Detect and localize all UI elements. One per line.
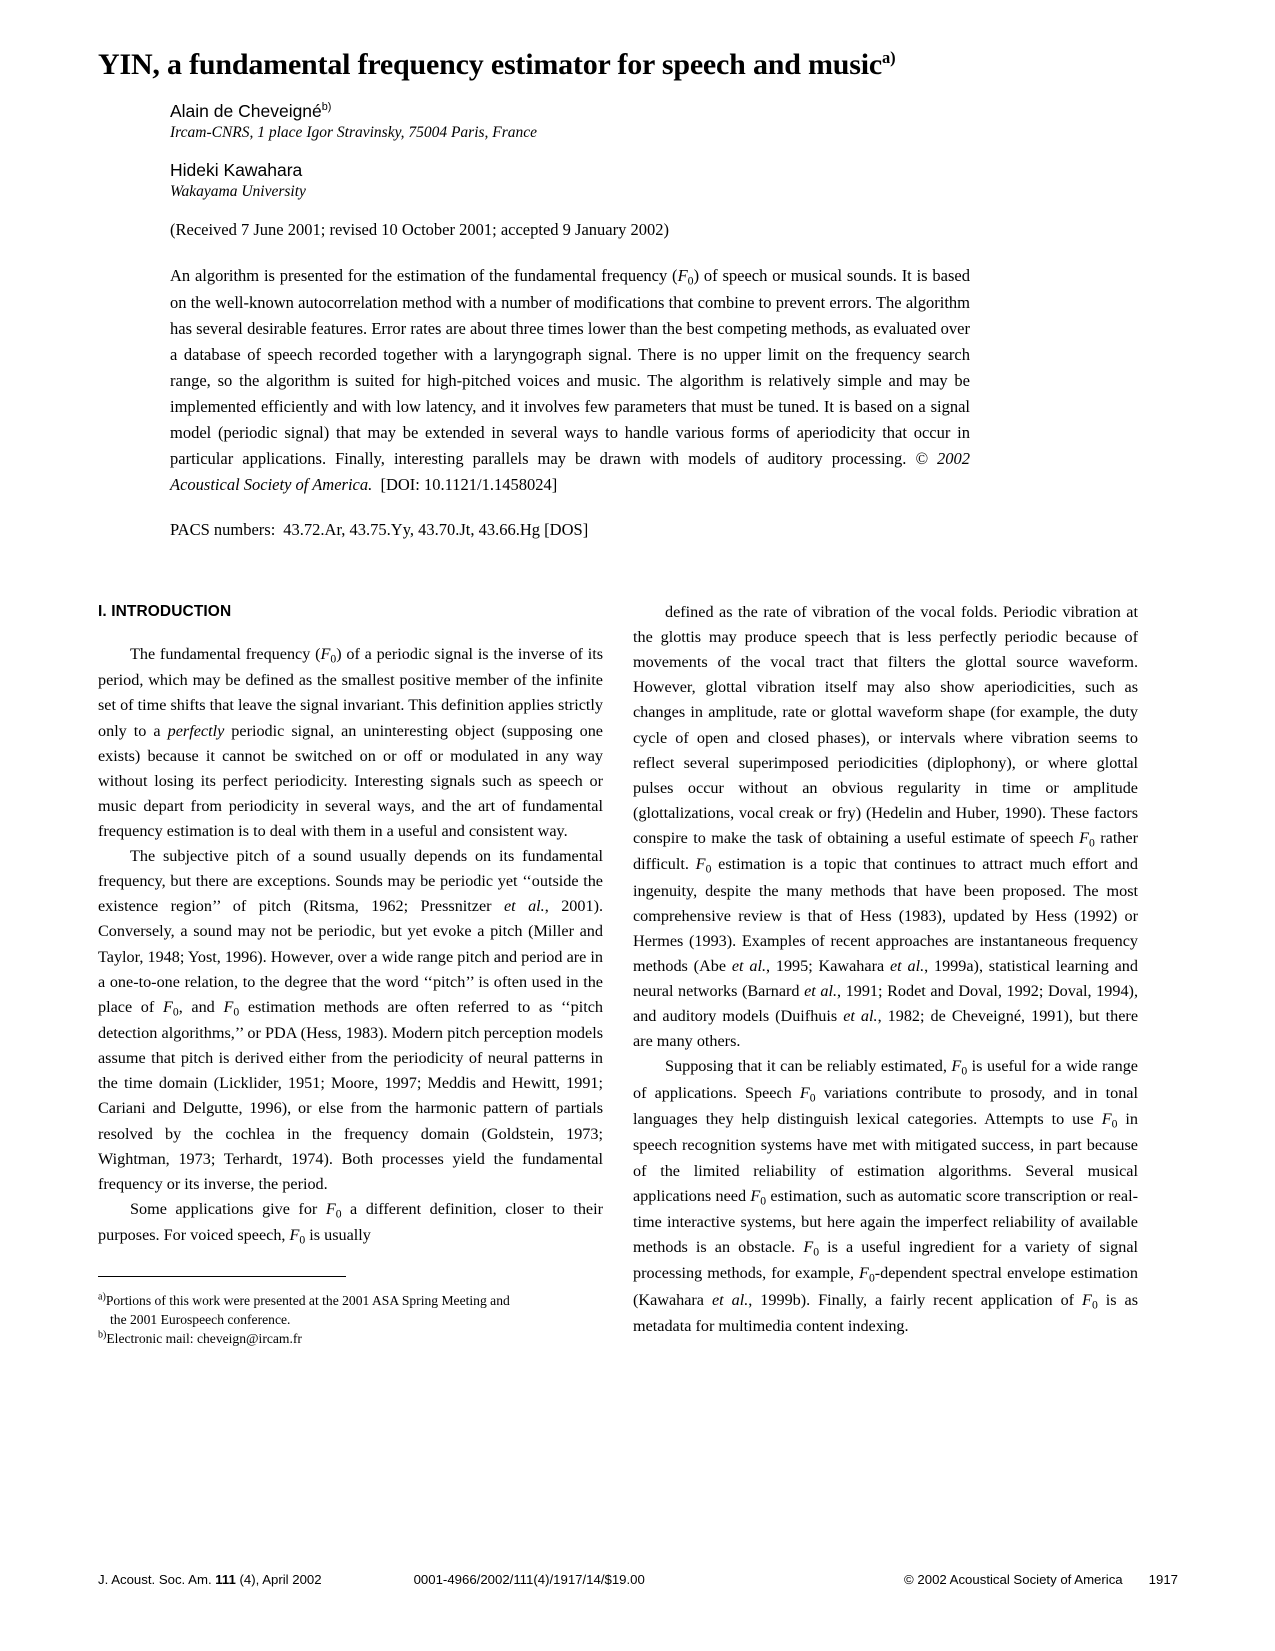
footnote-rule <box>98 1276 346 1277</box>
para-r1-b: rather difficult. <box>633 828 1138 874</box>
f0-symbol: $F_0$ <box>1101 1110 1118 1131</box>
author-name-2-text: Hideki Kawahara <box>170 159 303 180</box>
author-entry-2 <box>170 160 1275 203</box>
author-name-1-text: Alain de Cheveigné <box>170 100 322 121</box>
footer-journal-citation <box>98 1572 322 1587</box>
abstract-part-2: ) of speech or musical sounds. It is based on the well-known autocorrelation method with a number of modifications that combine to prevent errors. The algorithm has several desirable features. Error rates are about three times lower than the best competing methods, as evaluated over a database of speech recorded together with a laryngograph signal. There is no upper limit on the frequency search range, so the algorithm is suited for high-pitched voices and music. The algorithm is relatively simple and may be implemented efficiently and with low latency, and it involves few parameters that must be tuned. It is based on a signal model (periodic signal) that may be extended in several ways to handle various forms of aperiodicity that occur in particular applications. Finally, interesting parallels may be drawn with models of auditory processing. <box>170 265 970 469</box>
footer-volume: 111 <box>215 1572 236 1587</box>
footer-journal-prefix: J. Acoust. Soc. Am. <box>98 1572 216 1587</box>
para-l3-a: Some applications give for <box>130 1199 326 1218</box>
footnote-a-marker: a) <box>98 1290 106 1302</box>
footnote-a-text: Portions of this work were presented at the 2001 ASA Spring Meeting and <box>105 1292 510 1308</box>
section-heading-introduction: I. INTRODUCTION <box>98 603 232 620</box>
column-left <box>98 600 603 1348</box>
paragraph-right-2 <box>633 1054 1138 1339</box>
f0-symbol: $F_0$ <box>320 645 337 666</box>
footnote-b <box>98 1329 603 1348</box>
footnote-a-continuation: the 2001 Eurospeech conference. <box>110 1311 291 1327</box>
para-l1-a: The fundamental frequency ( <box>130 645 321 664</box>
abstract <box>170 263 970 499</box>
paragraph-left-3 <box>98 1197 603 1250</box>
para-r2-b: is useful for a wide range of applications. Speech <box>633 1057 1138 1102</box>
footer-copyright-text: © 2002 Acoustical Society of America <box>904 1572 1123 1587</box>
page-title-text: YIN, a fundamental frequency estimator for speech and music <box>98 48 883 81</box>
author-affiliation-1: Ircam-CNRS, 1 place Igor Stravinsky, 75004 Paris, France <box>170 124 538 142</box>
abstract-part-1: An algorithm is presented for the estimation of the fundamental frequency ( <box>170 265 678 285</box>
para-r2-italic-1: et al. <box>711 1290 749 1309</box>
para-l3-c: is usually <box>305 1226 371 1245</box>
para-r2-e: estimation, such as automatic score transcription or real-time interactive systems, but here again the imperfect reliability of available methods is an obstacle. <box>633 1186 1138 1257</box>
paragraph-right-1 <box>633 600 1138 1054</box>
f0-symbol: $F_0$ <box>162 997 179 1019</box>
para-r2-f: is a useful ingredient for a variety of signal processing methods, for example, <box>633 1238 1139 1283</box>
para-r2-i: is as metadata for multimedia content indexing. <box>633 1290 1138 1336</box>
footer-page-number: 1917 <box>1148 1572 1178 1587</box>
para-l2-b: , 2001). Conversely, a sound may not be periodic, but yet evoke a pitch (Miller and Taylor, 1948; Yost, 1996). However, over a wide range pitch and period are in a one-to-one relation, to the degree that the word ‘‘pitch’’ is often used in the place of <box>98 897 603 1016</box>
received-line: (Received 7 June 2001; revised 10 October 2001; accepted 9 January 2002) <box>170 219 669 239</box>
body-columns <box>98 600 1178 1348</box>
author-1-footnote-marker: b) <box>321 100 332 113</box>
page-footer <box>98 1572 1178 1587</box>
pacs-line <box>170 520 1275 540</box>
para-l1-italic: perfectly <box>167 721 225 740</box>
para-l2-italic-1: et al. <box>503 897 545 916</box>
f0-symbol: $F_0$ <box>325 1199 342 1221</box>
para-r1-e: , 1999a), statistical learning and neural networks (Barnard <box>633 956 1138 1001</box>
para-l2-a: The subjective pitch of a sound usually depends on its fundamental frequency, but there are exceptions. Sounds may be periodic yet ‘‘outside the existence region’’ of pitch (Ritsma, 1962; Pressnitzer <box>98 847 603 916</box>
abstract-copyright: © 2002 Acoustical Society of America. <box>170 449 970 495</box>
footer-copyright <box>904 1572 1178 1587</box>
abstract-f0-symbol: $F_0$ <box>677 265 694 288</box>
para-l1-b: ) of a periodic signal is the inverse of its period, which may be defined as the smallest positive member of the infinite set of time shifts that leave the signal invariant. This definition applies strictly only to a <box>98 645 603 740</box>
f0-symbol: $F_0$ <box>951 1057 968 1078</box>
para-r2-c: variations contribute to prosody, and in tonal languages they help distinguish lexical categories. Attempts to use <box>633 1083 1138 1129</box>
author-name-2 <box>170 160 1275 182</box>
f0-symbol: $F_0$ <box>223 997 240 1019</box>
abstract-doi: [DOI: 10.1121/1.1458024] <box>380 475 558 495</box>
author-entry-1 <box>170 101 1275 144</box>
footnotes-block <box>98 1276 603 1349</box>
title-footnote-marker: a) <box>882 48 896 67</box>
footnote-a <box>98 1291 603 1330</box>
para-r1-italic-4: et al. <box>843 1007 878 1026</box>
para-r2-a: Supposing that it can be reliably estimated, <box>665 1057 952 1076</box>
para-r2-g: -dependent spectral envelope estimation (Kawahara <box>633 1264 1138 1309</box>
para-r1-a: defined as the rate of vibration of the vocal folds. Periodic vibration at the glottis may produce speech that is less perfectly periodic because of movements of the vocal tract that filters the glottal source waveform. However, glottal vibration itself may also show aperiodicities, such as changes in amplitude, rate or glottal waveform shape (for example, the duty cycle of open and closed phases), or intervals where vibration seems to reflect several superimposed periodicities (diplophony), or where glottal pulses occur without an obvious regularity in time or amplitude (glottalizations, vocal creak or fry) (Hedelin and Huber, 1990). These factors conspire to make the task of obtaining a useful estimate of speech <box>633 603 1138 847</box>
f0-symbol: $F_0$ <box>289 1226 306 1247</box>
page-title <box>98 48 1187 83</box>
para-l2-c: , and <box>178 997 224 1016</box>
column-right <box>633 600 1138 1348</box>
para-r1-g: , 1982; de Cheveigné, 1991), but there are many others. <box>633 1007 1138 1051</box>
paragraph-left-1 <box>98 642 603 844</box>
footer-journal-suffix: (4), April 2002 <box>235 1572 322 1587</box>
para-r1-d: , 1995; Kawahara <box>766 956 890 975</box>
para-r1-italic-3: et al. <box>804 982 838 1001</box>
pacs-value: 43.72.Ar, 43.75.Yy, 43.70.Jt, 43.66.Hg [DOS] <box>283 520 589 540</box>
para-r1-italic-2: et al. <box>889 956 925 975</box>
paragraph-left-2 <box>98 844 603 1197</box>
title-block <box>0 0 1275 83</box>
footnote-b-text: Electronic mail: cheveign@ircam.fr <box>106 1331 302 1347</box>
para-r2-d: in speech recognition systems have met with mitigated success, in part because of the limited reliability of estimation algorithms. Several musical applications need <box>633 1110 1139 1205</box>
f0-symbol: $F_0$ <box>803 1238 820 1259</box>
authors-block <box>0 83 1275 203</box>
para-l3-b: a different definition, closer to their purposes. For voiced speech, <box>98 1199 603 1245</box>
f0-symbol: $F_0$ <box>859 1264 875 1285</box>
para-r1-f: , 1991; Rodet and Doval, 1992; Doval, 1994), and auditory models (Duifhuis <box>633 982 1138 1026</box>
footnote-b-marker: b) <box>98 1329 107 1341</box>
footer-issn-line: 0001-4966/2002/111(4)/1917/14/$19.00 <box>413 1572 645 1587</box>
f0-symbol: $F_0$ <box>695 855 712 876</box>
f0-symbol: $F_0$ <box>1082 1290 1098 1311</box>
para-r1-c: estimation is a topic that continues to attract much effort and ingenuity, despite the many methods that have been proposed. The most comprehensive review is that of Hess (1983), updated by Hess (1992) or Hermes (1993). Examples of recent approaches are instantaneous frequency methods (Abe <box>633 855 1138 975</box>
para-l2-d: estimation methods are often referred to as ‘‘pitch detection algorithms,’’ or PDA (Hess, 1983). Modern pitch perception models assume that pitch is derived either from the periodicity of neural patterns in the time domain (Licklider, 1951; Moore, 1997; Meddis and Hewitt, 1991; Cariani and Delgutte, 1996), or else from the harmonic pattern of partials resolved by the cochlea in the frequency domain (Goldstein, 1973; Wightman, 1973; Terhardt, 1974). Both processes yield the fundamental frequency or its inverse, the period. <box>98 997 604 1193</box>
author-name-1 <box>170 101 1275 123</box>
f0-symbol: $F_0$ <box>1079 828 1095 850</box>
f0-symbol: $F_0$ <box>799 1083 816 1104</box>
para-r2-h: , 1999b). Finally, a fairly recent application of <box>748 1290 1083 1309</box>
para-l1-c: periodic signal, an uninteresting object (supposing one exists) because it cannot be switched on or off or modulated in any way without losing its perfect periodicity. Interesting signals such as speech or music depart from periodicity in several ways, and the art of fundamental frequency estimation is to deal with them in a useful and consistent way. <box>98 721 603 840</box>
author-affiliation-2: Wakayama University <box>170 183 306 201</box>
para-r1-italic-1: et al. <box>731 956 766 975</box>
pacs-label: PACS numbers: <box>170 520 276 540</box>
f0-symbol: $F_0$ <box>750 1186 767 1207</box>
